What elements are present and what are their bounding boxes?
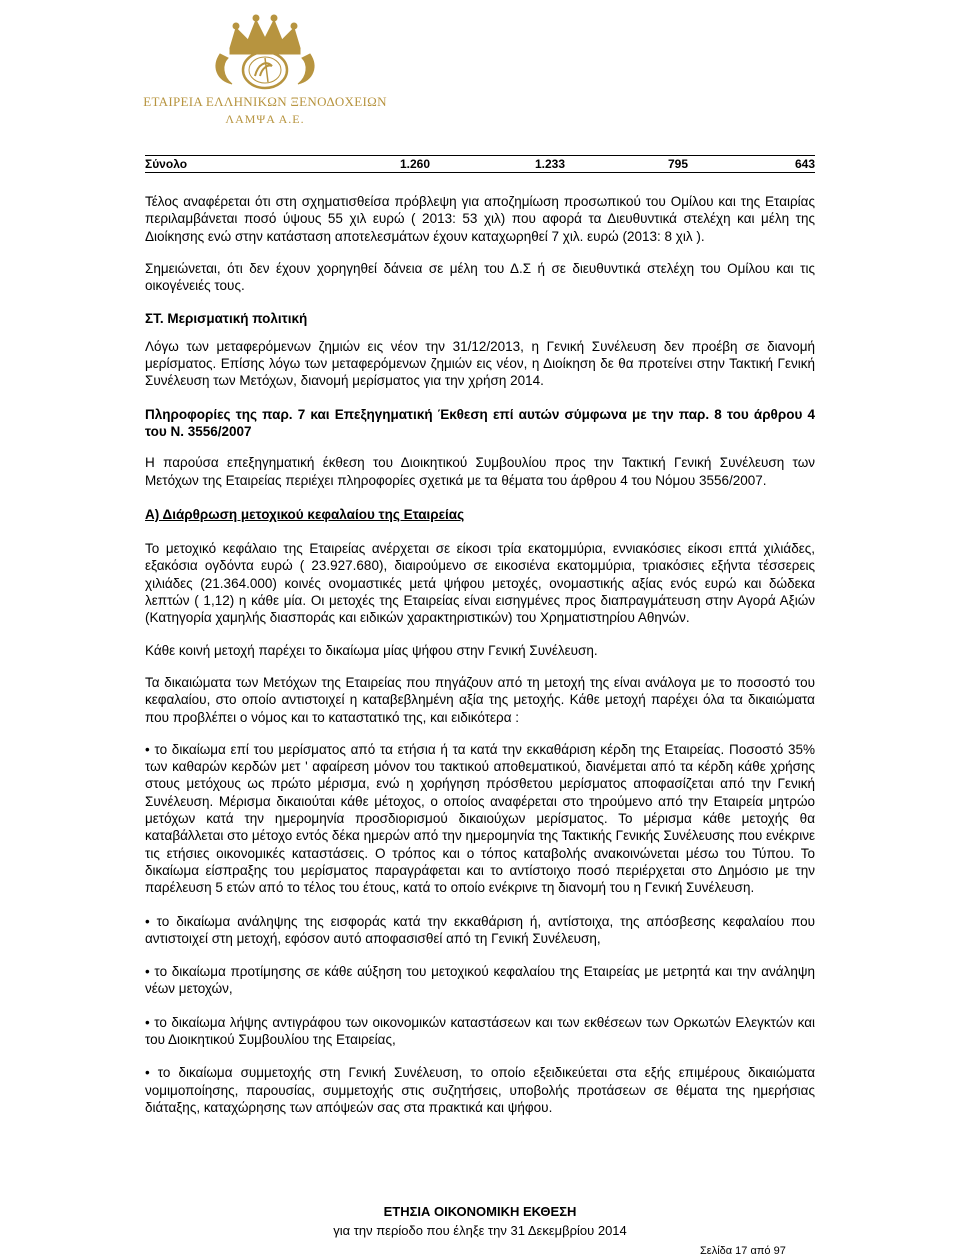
paragraph-vote: Κάθε κοινή μετοχή παρέχει το δικαίωμα μίας ψήφου στην Γενική Συνέλευση. xyxy=(145,642,598,658)
paragraph-dividend: Λόγω των μεταφερόμενων ζημιών εις νέον την 31/12/2013, η Γενική Συνέλευση δεν προέβη σε διανομή μερίσματος. Επίσης λόγω των μεταφερόμενων ζημιών εις νέον, η Διοίκηση δε θα προτείνει στην Τακτική Γενική Συνέλευση των Μετόχων, διανομή μερίσματος για την χρήση 2014. xyxy=(145,338,815,389)
company-logo xyxy=(140,14,390,126)
total-value-3: 795 xyxy=(667,157,688,171)
page-number: Σελίδα 17 από 97 xyxy=(700,1245,786,1257)
list-item-liquidation-right: • το δικαίωμα ανάληψης της εισφοράς κατά την εκκαθάριση ή, αντίστοιχα, της απόσβεσης κεφαλαίου που αντιστοιχεί στη μετοχή, εφόσον αυτό αποφασισθεί από τη Γενική Συνέλευση, xyxy=(145,913,815,946)
list-item-copy-right: • το δικαίωμα λήψης αντιγράφου των οικονομικών καταστάσεων και των εκθέσεων των Ορκωτών Ελεγκτών και του Διοικητικού Συμβουλίου της Εταιρείας, xyxy=(145,1014,815,1047)
paragraph-rights: Τα δικαιώματα των Μετόχων της Εταιρείας που πηγάζουν από τη μετοχή της είναι ανάλογα με το ποσοστό του κεφαλαίου, στο οποίο αντιστοιχεί η καταβεβλημένη αξία της μετοχής. Κάθε μετοχή παρέχει όλα τα δικαιώματα που προβλέπει ο νόμος και το καταστατικό της, και ειδικότερα : xyxy=(145,674,815,725)
paragraph-provision: Τέλος αναφέρεται ότι στη σχηματισθείσα πρόβλεψη για αποζημίωση προσωπικού του Ομίλου και της Εταιρίας περιλαμβάνεται ποσό ύψους 55 χιλ ευρώ ( 2013: 53 χιλ) που αφορά τα Διευθυντικά στελέχη και μέλη της Διοίκησης ενώ στην κατάσταση αποτελεσμάτων έχουν καταχωρηθεί 7 χιλ. ευρώ (2013: 8 χιλ ). xyxy=(145,194,815,244)
total-value-4: 643 xyxy=(794,157,815,171)
list-item-preemption-right: • το δικαίωμα προτίμησης σε κάθε αύξηση του μετοχικού κεφαλαίου της Εταιρείας με μετρητά και την ανάληψη νέων μετοχών, xyxy=(145,964,815,997)
paragraph-loans: Σημειώνεται, ότι δεν έχουν χορηγηθεί δάνεια σε μέλη του Δ.Σ ή σε διευθυντικά στελέχη του Ομίλου και τις οικογένειές τους. xyxy=(145,260,815,294)
document-body xyxy=(145,193,815,1116)
list-item-participation-right: • το δικαίωμα συμμετοχής στη Γενική Συνέλευση, το οποίο εξειδικεύεται στα εξής επιμέρους δικαιώματα νομιμοποίησης, παρουσίας, συμμετοχής στις συζητήσεις, υποβολής προτάσεων σε θέματα της ημερήσιας διάταξης, καταχώρησης των απόψεών σας στα πρακτικά και ψήφου. xyxy=(145,1065,815,1115)
total-value-1: 1.260 xyxy=(400,157,431,171)
paragraph-share-capital: Το μετοχικό κεφάλαιο της Εταιρείας ανέρχεται σε είκοσι τρία εκατομμύρια, εννιακόσιες είκοσι επτά χιλιάδες, εξακόσια ογδόντα ευρώ ( 23.927.680), διαιρούμενο σε εικοσιένα εκατομμύρια, τριακόσιες εξήντα τέσσερεις χιλιάδες (21.364.000) κοινές ονομαστικές μετά ψήφου μετοχές, ονομαστικής αξίας ενός ευρώ και δώδεκα λεπτών ( 1,12) η κάθε μία. Οι μετοχές της Εταιρείας είναι εισηγμένες προς διαπραγμάτευση στην Αγορά Αξιών (Κατηγορία χαμηλής διασποράς και ειδικών χαρακτηριστικών) του Χρηματιστηρίου Αθηνών. xyxy=(145,541,815,626)
company-name-line2: ΛΑΜΨΑ Α.Ε. xyxy=(225,112,305,126)
footer-title: ΕΤΗΣΙΑ ΟΙΚΟΝΟΜΙΚΗ ΕΚΘΕΣΗ xyxy=(383,1204,577,1219)
heading-info-article: Πληροφορίες της παρ. 7 και Επεξηγηματική Έκθεση επί αυτών σύμφωνα με την παρ. 8 του άρθρου 4 του Ν. 3556/2007 xyxy=(145,406,815,439)
list-item-dividend-right: • το δικαίωμα επί του μερίσματος από τα ετήσια ή τα κατά την εκκαθάριση κέρδη της Εταιρείας. Ποσοστό 35% των καθαρών κερδών μετ ' αφαίρεση μόνον του τακτικού αποθεματικού, διανέμεται από τα κέρδη κάθε χρήσης στους μετόχους ως πρώτο μέρισμα, ενώ η χορήγηση πρόσθετου μερίσματος αποφασίζεται από την Γενική Συνέλευση. Μέρισμα δικαιούται κάθε μέτοχος, ο οποίος αναφέρεται στο τηρούμενο από την Εταιρεία μητρώο μετόχων κατά την ημερομηνία προσδιορισμού δικαιούχων μερίσματος. Το μέρισμα κάθε μετοχής θα καταβάλλεται στο μέτοχο εντός δέκα ημερών από την ημερομηνία της Τακτικής Γενικής Συνέλευσης που ενέκρινε τις ετήσιες οικονομικές καταστάσεις. Ο τρόπος και ο τόπος καταβολής ανακοινώνεται μέσω του Τύπου. Το δικαίωμα είσπραξης του μερίσματος παραγράφεται και το αντίστοιχο ποσό περιέρχεται στο Δημόσιο με την παρέλευση 5 ετών από το τέλος του έτους, κατά το οποίο ενέκρινε τη διανομή του η Γενική Συνέλευση. xyxy=(145,741,815,896)
crown-emblem-icon xyxy=(210,14,320,92)
paragraph-explanatory-report: Η παρούσα επεξηγηματική έκθεση του Διοικητικού Συμβουλίου προς την Τακτική Γενική Συνέλευση των Μετόχων της Εταιρείας περιέχει πληροφορίες σχετικά με τα θέματα του άρθρου 4 του Νόμου 3556/2007. xyxy=(145,455,815,488)
footer-subtitle: για την περίοδο που έληξε την 31 Δεκεμβρίου 2014 xyxy=(333,1223,627,1238)
company-name-line1: ΕΤΑΙΡΕΙΑ ΕΛΛΗΝΙΚΩΝ ΞΕΝΟΔΟΧΕΙΩΝ xyxy=(143,94,387,109)
total-row xyxy=(145,155,815,173)
heading-share-capital xyxy=(145,506,815,523)
heading-dividend-policy: ΣΤ. Μερισματική πολιτική xyxy=(145,311,308,327)
heading-share-capital-text: Α) Διάρθρωση μετοχικού κεφαλαίου της Εταιρείας xyxy=(145,506,465,522)
total-label: Σύνολο xyxy=(145,157,188,171)
total-value-2: 1.233 xyxy=(535,157,566,171)
